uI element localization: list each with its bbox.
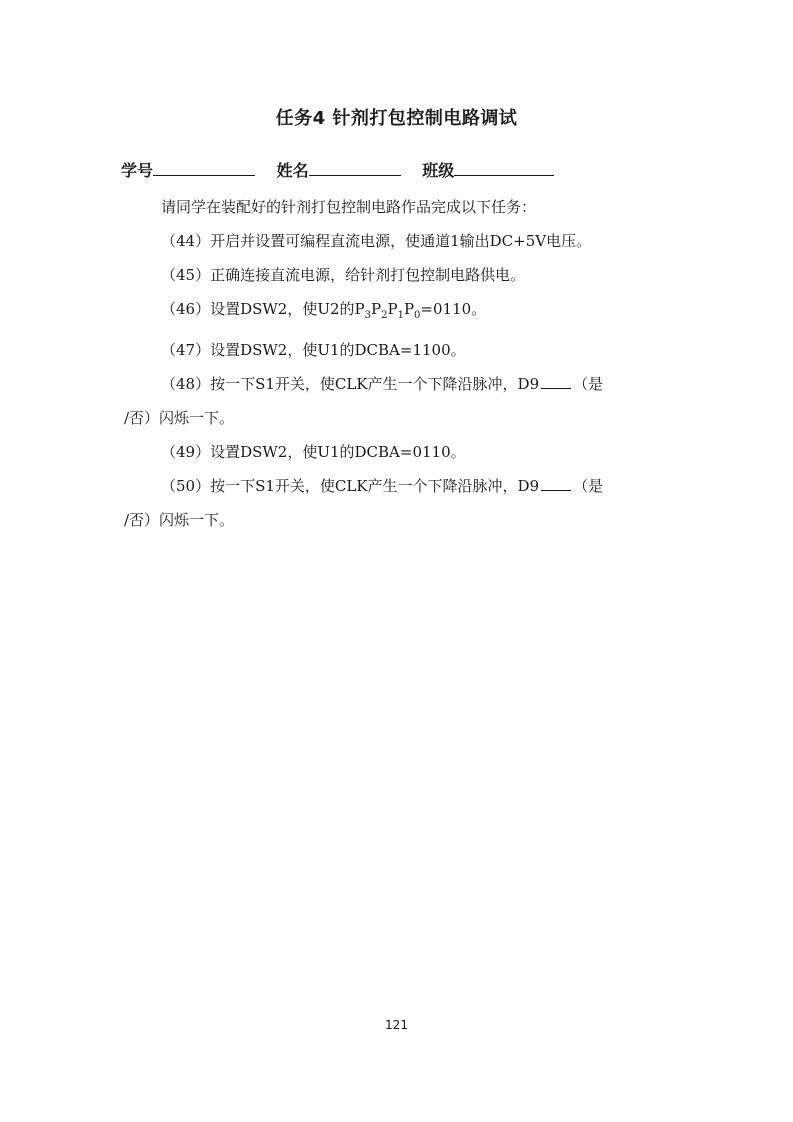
class-blank — [454, 161, 554, 176]
task-47: （47）设置DSW2，使U1的DCBA=1100。 — [161, 341, 466, 359]
task-50 — [124, 469, 676, 503]
class-label: 班级 — [422, 161, 455, 180]
p0-symbol: $P_0$ — [403, 300, 421, 321]
task-48 — [124, 367, 676, 401]
intro-text: 请同学在装配好的针剂打包控制电路作品完成以下任务： — [161, 198, 537, 216]
task-50-after: （是 — [573, 477, 604, 495]
task-46-prefix: （46）设置DSW2，使U2的 — [161, 300, 355, 318]
class-field — [422, 158, 554, 181]
task-body — [124, 190, 676, 537]
student-id-label: 学号 — [121, 161, 154, 180]
task-48-continuation: /否）闪烁一下。 — [124, 409, 235, 427]
task-50-continuation: /否）闪烁一下。 — [124, 511, 235, 529]
task-49: （49）设置DSW2，使U1的DCBA=0110。 — [161, 443, 466, 461]
p2-symbol: $P_2$ — [371, 300, 388, 321]
student-info-row — [121, 158, 570, 181]
task-46-suffix: =0110。 — [420, 300, 487, 318]
student-name-label: 姓名 — [276, 161, 309, 180]
student-name-blank — [309, 161, 401, 176]
task-45: （45）正确连接直流电源，给针剂打包控制电路供电。 — [161, 266, 526, 284]
p3-symbol: $P_3$ — [354, 300, 372, 321]
task-50-text: （50）按一下S1开关，使CLK产生一个下降沿脉冲，D9 — [161, 477, 540, 495]
task-48-text: （48）按一下S1开关，使CLK产生一个下降沿脉冲，D9 — [161, 375, 540, 393]
task-44: （44）开启并设置可编程直流电源，使通道1输出DC+5V电压。 — [161, 232, 592, 250]
student-id-blank — [153, 161, 255, 176]
task-48-after: （是 — [573, 375, 604, 393]
page-title: 任务4 针剂打包控制电路调试 — [275, 108, 518, 129]
task-46 — [124, 292, 676, 333]
task-50-answer-blank[interactable] — [541, 476, 571, 491]
page-number: 121 — [385, 1018, 408, 1032]
student-id-field — [121, 158, 255, 181]
p1-symbol: $P_1$ — [387, 300, 404, 321]
task-48-answer-blank[interactable] — [541, 374, 571, 389]
student-name-field — [277, 158, 401, 181]
